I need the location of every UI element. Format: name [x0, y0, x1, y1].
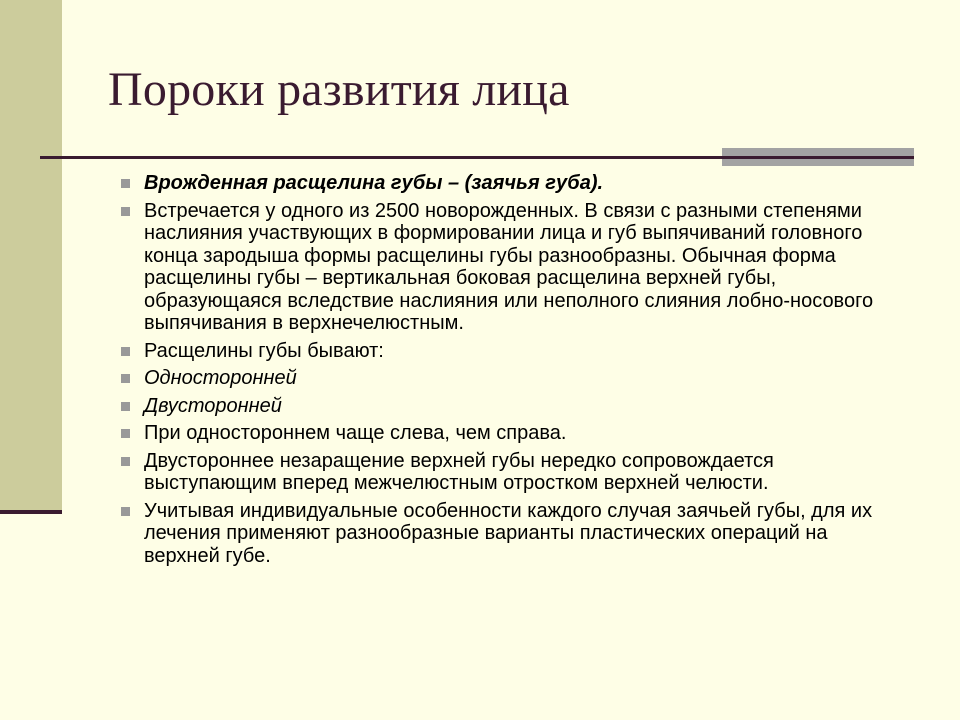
bullet-item — [120, 395, 900, 418]
bullet-text: Двусторонней — [144, 394, 282, 417]
square-bullet-icon — [121, 374, 130, 383]
bullet-item — [120, 172, 900, 195]
square-bullet-icon — [121, 457, 130, 466]
square-bullet-icon — [121, 179, 130, 188]
bullet-list — [120, 172, 900, 572]
bullet-item — [120, 340, 900, 363]
left-accent-bar-underline — [0, 510, 62, 514]
bullet-item — [120, 450, 900, 495]
title-rule-dark — [40, 156, 914, 159]
square-bullet-icon — [121, 402, 130, 411]
square-bullet-icon — [121, 207, 130, 216]
bullet-text: Врожденная расщелина губы – (заячья губа). — [144, 172, 604, 194]
bullet-item — [120, 500, 900, 568]
square-bullet-icon — [121, 507, 130, 516]
slide-title: Пороки развития лица — [108, 63, 570, 116]
bullet-text: Двустороннее незаращение верхней губы нередко сопровождается выступающим вперед межчелюстным отростком верхней челюсти. — [144, 449, 774, 494]
bullet-text: Односторонней — [144, 367, 297, 389]
bullet-item — [120, 200, 900, 335]
bullet-text: Учитывая индивидуальные особенности каждого случая заячьей губы, для их лечения применяют разнообразные варианты пластических операций на верхней губе. — [144, 499, 873, 567]
bullet-text: При одностороннем чаще слева, чем справа. — [144, 422, 567, 444]
title-rule-gray-bottom — [722, 159, 914, 166]
square-bullet-icon — [121, 429, 130, 438]
bullet-text: Расщелины губы бывают: — [144, 339, 384, 362]
bullet-text: Встречается у одного из 2500 новорожденных. В связи с разными степенями наслияния участвующих в формировании лица и губ выпячиваний головного конца зародыша формы расщелины губы разнообразны. Обычная форма расщелины губы – вертикальная боковая расщелина верхней губы, образующаяся вследствие наслияния или неполного слияния лобно-носового выпячивания в верхнечелюстным. — [144, 199, 874, 334]
left-accent-bar — [0, 0, 62, 512]
bullet-item — [120, 367, 900, 390]
square-bullet-icon — [121, 347, 130, 356]
bullet-item — [120, 422, 900, 445]
